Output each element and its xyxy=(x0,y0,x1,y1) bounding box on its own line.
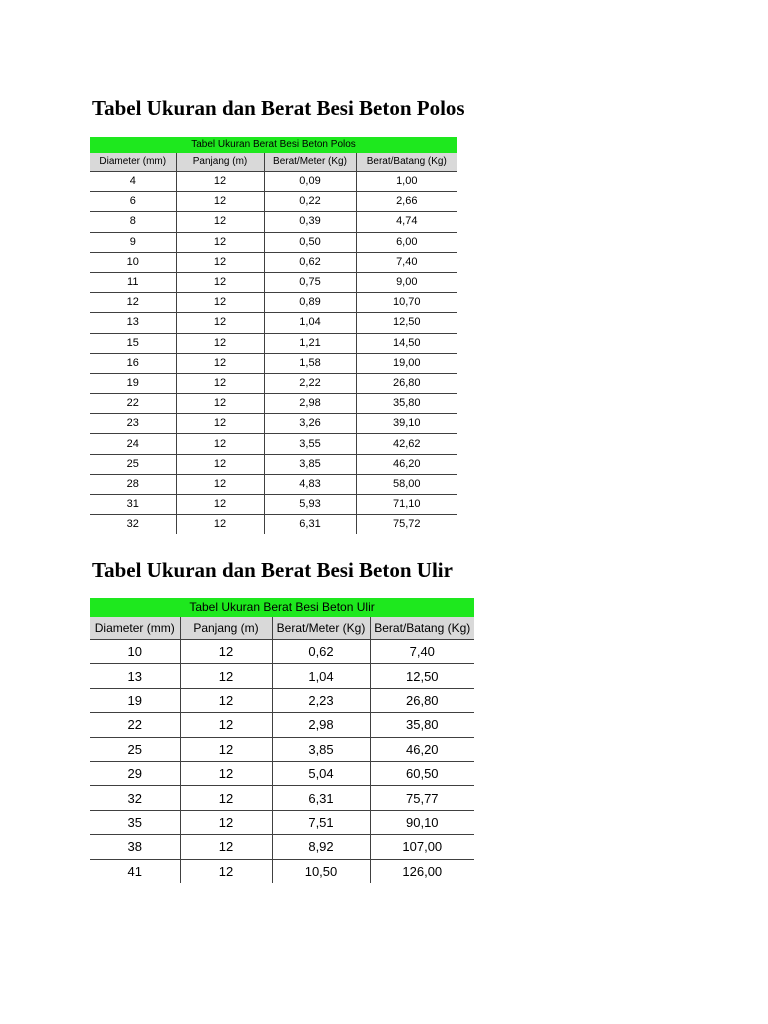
table-cell: 12,50 xyxy=(356,313,457,333)
table-cell: 6,31 xyxy=(272,786,370,810)
table-cell: 22 xyxy=(90,713,180,737)
table-cell: 10 xyxy=(90,640,180,664)
table-row xyxy=(90,172,457,192)
table-row xyxy=(90,252,457,272)
table-cell: 13 xyxy=(90,313,176,333)
table-cell: 12 xyxy=(180,786,272,810)
table-besi-ulir xyxy=(90,598,474,883)
table-cell: 8,92 xyxy=(272,835,370,859)
table-cell: 1,04 xyxy=(272,664,370,688)
column-header: Berat/Meter (Kg) xyxy=(272,617,370,640)
table-cell: 12 xyxy=(176,414,264,434)
table-row xyxy=(90,810,474,834)
table-row xyxy=(90,232,457,252)
table-cell: 12 xyxy=(90,293,176,313)
table-cell: 12 xyxy=(176,293,264,313)
table-cell: 2,98 xyxy=(264,394,356,414)
table-cell: 22 xyxy=(90,394,176,414)
table-cell: 15 xyxy=(90,333,176,353)
table-row xyxy=(90,474,457,494)
table-cell: 3,26 xyxy=(264,414,356,434)
table-cell: 71,10 xyxy=(356,495,457,515)
table-cell: 0,75 xyxy=(264,272,356,292)
table-cell: 10 xyxy=(90,252,176,272)
table-cell: 12 xyxy=(176,495,264,515)
table-row xyxy=(90,313,457,333)
column-header: Diameter (mm) xyxy=(90,153,176,172)
table-cell: 12 xyxy=(176,434,264,454)
table-cell: 1,58 xyxy=(264,353,356,373)
table-cell: 10,70 xyxy=(356,293,457,313)
table-cell: 0,22 xyxy=(264,192,356,212)
table-row xyxy=(90,414,457,434)
table-cell: 12 xyxy=(176,252,264,272)
column-header: Panjang (m) xyxy=(176,153,264,172)
table-cell: 12 xyxy=(180,713,272,737)
table-cell: 2,66 xyxy=(356,192,457,212)
table-cell: 12 xyxy=(176,474,264,494)
section-heading-polos: Tabel Ukuran dan Berat Besi Beton Polos xyxy=(92,96,465,120)
column-header: Berat/Batang (Kg) xyxy=(356,153,457,172)
table-row xyxy=(90,192,457,212)
table-cell: 12,50 xyxy=(370,664,474,688)
table-cell: 12 xyxy=(180,761,272,785)
table-cell: 25 xyxy=(90,454,176,474)
table-cell: 12 xyxy=(180,640,272,664)
table-cell: 1,00 xyxy=(356,172,457,192)
table-cell: 12 xyxy=(176,515,264,535)
column-header: Berat/Batang (Kg) xyxy=(370,617,474,640)
table-cell: 24 xyxy=(90,434,176,454)
table-row xyxy=(90,713,474,737)
table-cell: 2,23 xyxy=(272,688,370,712)
table-cell: 5,93 xyxy=(264,495,356,515)
table-cell: 0,50 xyxy=(264,232,356,252)
table-cell: 12 xyxy=(176,353,264,373)
table-cell: 4 xyxy=(90,172,176,192)
column-header: Diameter (mm) xyxy=(90,617,180,640)
section-heading-ulir: Tabel Ukuran dan Berat Besi Beton Ulir xyxy=(92,558,453,582)
table-cell: 19,00 xyxy=(356,353,457,373)
table-cell: 2,98 xyxy=(272,713,370,737)
table-row xyxy=(90,640,474,664)
table-row xyxy=(90,353,457,373)
table-cell: 107,00 xyxy=(370,835,474,859)
table-cell: 26,80 xyxy=(370,688,474,712)
table-cell: 7,51 xyxy=(272,810,370,834)
table-cell: 75,72 xyxy=(393,518,421,531)
table-cell: 12 xyxy=(176,172,264,192)
table-cell: 35,80 xyxy=(356,394,457,414)
table-cell: 19 xyxy=(90,373,176,393)
table-row xyxy=(90,394,457,414)
table-cell: 12 xyxy=(180,810,272,834)
table-cell: 6 xyxy=(90,192,176,212)
table-cell: 0,39 xyxy=(264,212,356,232)
table-cell: 0,62 xyxy=(272,640,370,664)
column-header: Panjang (m) xyxy=(180,617,272,640)
table-cell: 0,09 xyxy=(264,172,356,192)
table-cell: 14,50 xyxy=(356,333,457,353)
table-cell: 12 xyxy=(180,835,272,859)
table-row xyxy=(90,333,457,353)
table-cell: 11 xyxy=(90,272,176,292)
table-title: Tabel Ukuran Berat Besi Beton Ulir xyxy=(90,598,474,617)
table-cell: 4,74 xyxy=(356,212,457,232)
table-cell: 12 xyxy=(176,232,264,252)
table-row xyxy=(90,454,457,474)
table-row xyxy=(90,786,474,810)
table-besi-polos xyxy=(90,137,457,534)
table-cell: 16 xyxy=(90,353,176,373)
table-cell: 126,00 xyxy=(402,863,443,879)
table-row xyxy=(90,293,457,313)
table-cell: 58,00 xyxy=(356,474,457,494)
table-cell: 3,85 xyxy=(272,737,370,761)
table-row xyxy=(90,761,474,785)
table-cell: 8 xyxy=(90,212,176,232)
table-cell: 7,40 xyxy=(356,252,457,272)
table-row xyxy=(90,664,474,688)
table-cell: 23 xyxy=(90,414,176,434)
table-cell: 12 xyxy=(180,859,272,883)
table-row xyxy=(90,737,474,761)
table-cell: 28 xyxy=(90,474,176,494)
table-row xyxy=(90,495,457,515)
table-cell: 13 xyxy=(90,664,180,688)
table-cell: 29 xyxy=(90,761,180,785)
table-cell: 60,50 xyxy=(370,761,474,785)
table-cell: 3,55 xyxy=(264,434,356,454)
table-cell: 35,80 xyxy=(370,713,474,737)
table-cell: 12 xyxy=(176,192,264,212)
table-cell: 1,21 xyxy=(264,333,356,353)
table-row xyxy=(90,434,457,454)
table-cell: 9 xyxy=(90,232,176,252)
table-cell: 7,40 xyxy=(370,640,474,664)
table-cell: 19 xyxy=(90,688,180,712)
table-cell: 12 xyxy=(176,373,264,393)
table-cell: 12 xyxy=(180,664,272,688)
table-cell: 0,89 xyxy=(264,293,356,313)
table-row xyxy=(90,859,474,883)
table-cell: 12 xyxy=(176,313,264,333)
table-cell: 46,20 xyxy=(370,737,474,761)
table-cell: 5,04 xyxy=(272,761,370,785)
table-cell: 35 xyxy=(90,810,180,834)
table-cell: 12 xyxy=(176,212,264,232)
table-cell: 12 xyxy=(180,737,272,761)
table-cell: 31 xyxy=(90,495,176,515)
table-row xyxy=(90,515,457,535)
table-cell: 39,10 xyxy=(356,414,457,434)
table-cell: 6,31 xyxy=(264,515,356,535)
table-cell: 32 xyxy=(90,786,180,810)
table-cell: 12 xyxy=(176,454,264,474)
table-cell: 6,00 xyxy=(356,232,457,252)
table-cell: 26,80 xyxy=(356,373,457,393)
table-cell: 38 xyxy=(90,835,180,859)
table-cell: 75,77 xyxy=(370,786,474,810)
table-cell: 25 xyxy=(90,737,180,761)
table-row xyxy=(90,688,474,712)
table-cell: 42,62 xyxy=(356,434,457,454)
table-cell: 90,10 xyxy=(370,810,474,834)
table-cell: 12 xyxy=(176,333,264,353)
table-row xyxy=(90,272,457,292)
table-cell: 10,50 xyxy=(272,859,370,883)
table-cell: 0,62 xyxy=(264,252,356,272)
table-cell: 12 xyxy=(176,272,264,292)
table-row xyxy=(90,835,474,859)
table-cell: 2,22 xyxy=(264,373,356,393)
table-cell: 46,20 xyxy=(356,454,457,474)
table-title: Tabel Ukuran Berat Besi Beton Polos xyxy=(90,137,457,153)
table-cell: 4,83 xyxy=(264,474,356,494)
table-cell: 32 xyxy=(90,515,176,535)
table-cell: 1,04 xyxy=(264,313,356,333)
column-header: Berat/Meter (Kg) xyxy=(264,153,356,172)
table-row xyxy=(90,212,457,232)
table-cell: 3,85 xyxy=(264,454,356,474)
table-cell: 41 xyxy=(90,859,180,883)
table-cell: 12 xyxy=(176,394,264,414)
table-cell: 9,00 xyxy=(356,272,457,292)
table-cell: 12 xyxy=(180,688,272,712)
table-row xyxy=(90,373,457,393)
